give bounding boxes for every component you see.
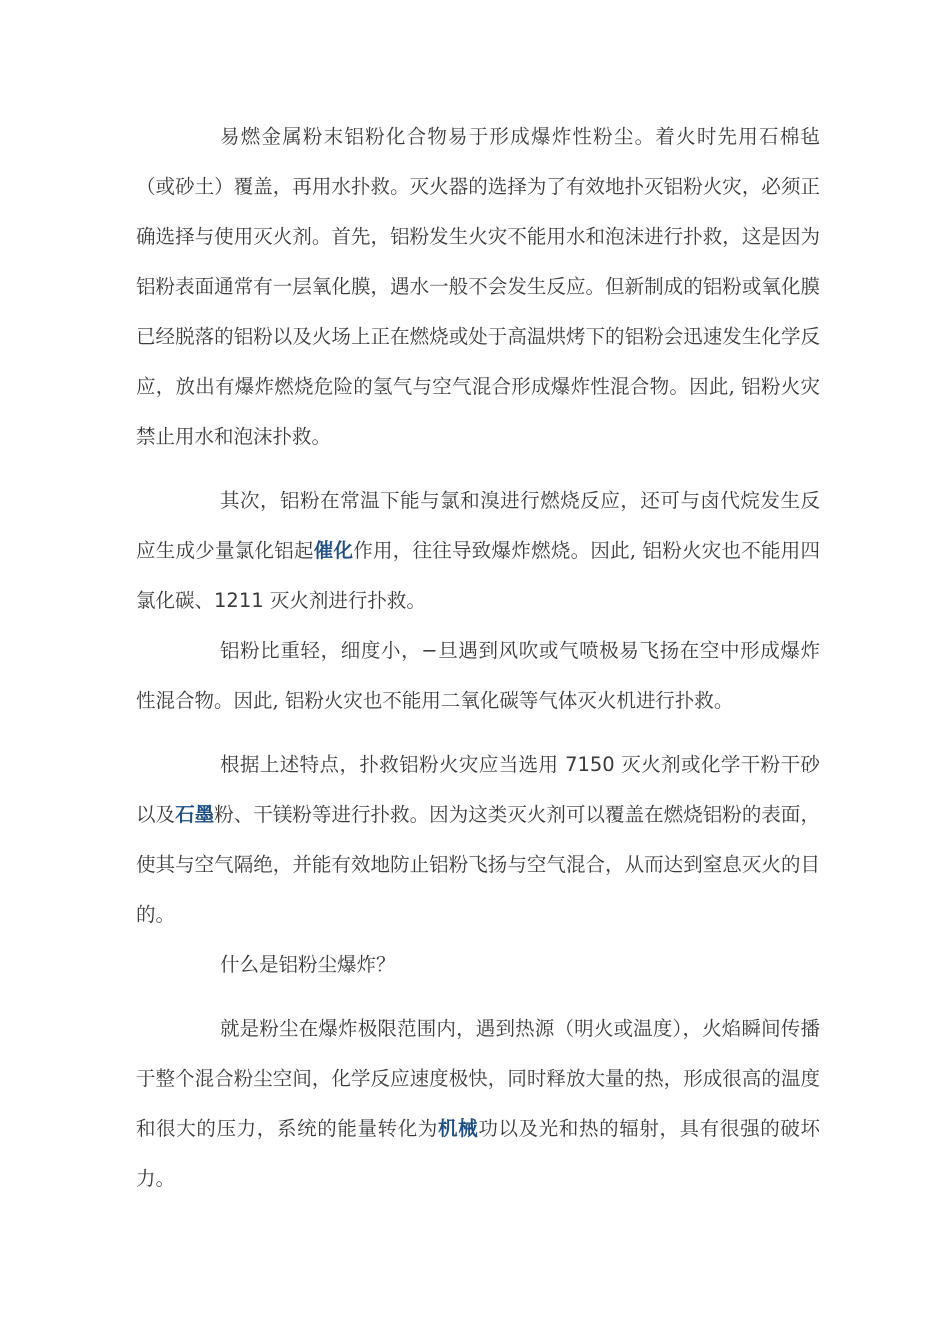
paragraph-text: 作用，往往导致爆炸燃烧。因此, 铝粉火灾也不能用四氯化碳、 xyxy=(136,539,820,612)
link-catalysis[interactable]: 催化 xyxy=(313,539,354,562)
paragraph-recommended-agents xyxy=(136,740,820,940)
paragraph-text: 其次，铝粉在常温下能与氯和溴进行燃烧反应，还可与卤代烷发生反应生成少量氯化铝起 xyxy=(136,489,820,562)
agent-code-1211: 1211 xyxy=(214,589,264,612)
link-graphite[interactable]: 石墨 xyxy=(175,803,215,826)
paragraph-text: 灭火剂或化学干粉干砂以及 xyxy=(136,753,820,826)
paragraph-text: 粉、干镁粉等进行扑救。因为这类灭火剂可以覆盖在燃烧铝粉的表面，使其与空气隔绝，并能有效地防止铝粉飞扬与空气混合，从而达到窒息灭火的目的。 xyxy=(136,803,820,926)
paragraph-text: 什么是铝粉尘爆炸？ xyxy=(220,953,396,976)
document-body xyxy=(136,112,820,1204)
agent-code-7150: 7150 xyxy=(565,753,615,776)
paragraph-halogen-reaction xyxy=(136,476,820,626)
paragraph-text: 灭火剂进行扑救。 xyxy=(263,589,426,612)
paragraph-text: 根据上述特点，扑救铝粉火灾应当选用 xyxy=(220,753,566,776)
paragraph-text: 易燃金属粉末铝粉化合物易于形成爆炸性粉尘。着火时先用石棉毡（或砂土）覆盖，再用水扑救。灭火器的选择为了有效地扑灭铝粉火灾，必须正确选择与使用灭火剂。首先，铝粉发生火灾不能用水和泡沫进行扑救，这是因为铝粉表面通常有一层氧化膜，遇水一般不会发生反应。但新制成的铝粉或氧化膜已经脱落的铝粉以及火场上正在燃烧或处于高温烘烤下的铝粉会迅速发生化学反应，放出有爆炸燃烧危险的氢气与空气混合形成爆炸性混合物。因此, 铝粉火灾禁止用水和泡沫扑救。 xyxy=(136,125,820,448)
paragraph-text: 铝粉比重轻，细度小，−旦遇到风吹或气喷极易飞扬在空中形成爆炸性混合物。因此, 铝粉火灾也不能用二氧化碳等气体灭火机进行扑救。 xyxy=(136,639,820,712)
link-machinery[interactable]: 机械 xyxy=(438,1117,479,1140)
paragraph-text: 就是粉尘在爆炸极限范围内，遇到热源（明火或温度），火焰瞬间传播于整个混合粉尘空间，化学反应速度极快，同时释放大量的热，形成很高的温度和很大的压力，系统的能量转化为 xyxy=(136,1017,820,1140)
paragraph-dust-explosion-definition xyxy=(136,1004,820,1204)
paragraph-question-heading xyxy=(136,940,820,990)
paragraph-aluminum-fire-intro xyxy=(136,112,820,462)
paragraph-co2-warning xyxy=(136,626,820,726)
paragraph-text: 功以及光和热的辐射，具有很强的破坏力。 xyxy=(136,1117,820,1190)
